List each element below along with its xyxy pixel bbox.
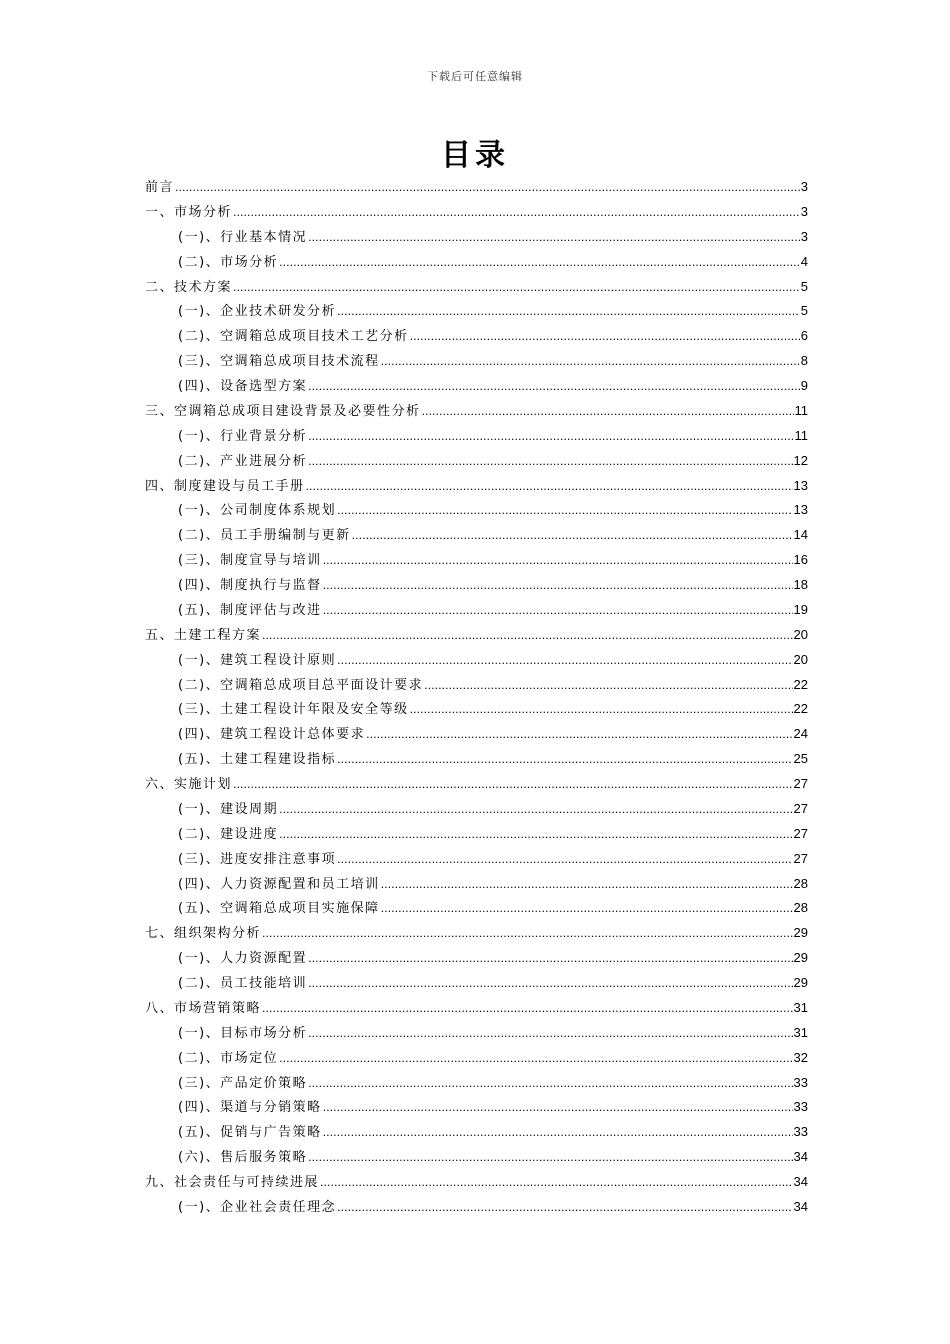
toc-page-number: 9	[800, 378, 808, 393]
toc-entry-label: 六、实施计划	[145, 777, 233, 792]
toc-entry[interactable]	[145, 276, 808, 301]
toc-page-number: 22	[793, 701, 808, 717]
dot-leader	[323, 1101, 793, 1114]
toc-page-number: 12	[793, 452, 808, 468]
toc-entry-label: (三)、进度安排注意事项	[178, 851, 337, 867]
toc-subentry[interactable]	[145, 1146, 808, 1171]
dot-leader	[323, 604, 793, 617]
dot-leader	[308, 1077, 792, 1090]
dot-leader	[233, 778, 793, 791]
dot-leader	[308, 380, 800, 393]
toc-entry[interactable]	[145, 922, 808, 947]
toc-entry[interactable]	[145, 624, 808, 649]
toc-page-number: 33	[793, 1124, 808, 1140]
toc-page-number: 19	[793, 601, 808, 617]
toc-page-number: 27	[793, 776, 808, 791]
toc-entry-label: 七、组织架构分析	[145, 926, 262, 942]
toc-entry-label: (二)、市场分析	[178, 254, 279, 270]
dot-leader	[424, 679, 792, 692]
toc-page-number: 4	[800, 253, 808, 269]
toc-subentry[interactable]	[145, 723, 808, 748]
dot-leader	[323, 554, 793, 567]
dot-leader	[308, 1151, 792, 1164]
toc-entry[interactable]	[145, 176, 808, 201]
toc-page-number: 33	[793, 1099, 808, 1115]
toc-page-number: 3	[800, 179, 808, 194]
toc-subentry[interactable]	[145, 1096, 808, 1121]
toc-subentry[interactable]	[145, 524, 808, 549]
table-of-contents	[145, 176, 808, 1221]
dot-leader	[337, 853, 792, 866]
toc-entry-label: (三)、产品定价策略	[178, 1075, 308, 1091]
toc-entry-label: (二)、员工技能培训	[178, 976, 308, 991]
toc-subentry[interactable]	[145, 300, 808, 325]
dot-leader	[337, 504, 792, 517]
toc-entry-label: (一)、建设周期	[178, 801, 279, 817]
dot-leader	[262, 927, 793, 940]
toc-entry-label: (四)、渠道与分销策略	[178, 1100, 322, 1116]
toc-subentry[interactable]	[145, 226, 808, 251]
toc-page-number: 27	[793, 850, 808, 866]
toc-entry-label: 前言	[145, 180, 175, 195]
dot-leader	[337, 305, 800, 318]
page-title: 目录	[441, 138, 509, 173]
toc-subentry[interactable]	[145, 873, 808, 898]
toc-entry-label: 四、制度建设与员工手册	[145, 478, 305, 494]
toc-page-number: 24	[793, 726, 808, 742]
dot-leader	[410, 703, 793, 716]
dot-leader	[279, 803, 792, 816]
toc-entry-label: 九、社会责任与可持续进展	[145, 1175, 320, 1190]
toc-subentry[interactable]	[145, 947, 808, 972]
dot-leader	[279, 1052, 792, 1065]
toc-page-number: 6	[800, 328, 808, 344]
toc-page-number: 5	[800, 278, 808, 294]
toc-entry-label: 八、市场营销策略	[145, 1000, 262, 1016]
toc-page-number: 31	[793, 1024, 808, 1040]
toc-page-number: 34	[793, 1174, 808, 1189]
dot-leader	[262, 1002, 793, 1015]
toc-subentry[interactable]	[145, 698, 808, 723]
toc-entry-label: (四)、制度执行与监督	[178, 578, 322, 593]
toc-subentry[interactable]	[145, 450, 808, 475]
dot-leader	[306, 480, 793, 493]
toc-entry-label: (二)、市场定位	[178, 1050, 279, 1066]
toc-subentry[interactable]	[145, 425, 808, 450]
toc-page-number: 8	[800, 353, 808, 369]
dot-leader	[381, 902, 793, 915]
toc-subentry[interactable]	[145, 1196, 808, 1221]
toc-page-number: 29	[793, 950, 808, 966]
toc-entry-label: 五、土建工程方案	[145, 627, 262, 643]
dot-leader	[308, 952, 792, 965]
dot-leader	[352, 529, 793, 542]
toc-entry-label: (四)、建筑工程设计总体要求	[178, 727, 366, 743]
toc-subentry[interactable]	[145, 574, 808, 599]
toc-page-number: 32	[793, 1049, 808, 1065]
toc-entry[interactable]	[145, 1171, 808, 1196]
toc-entry-label: (二)、产业进展分析	[178, 453, 308, 469]
dot-leader	[279, 828, 792, 841]
toc-subentry[interactable]	[145, 823, 808, 848]
toc-entry-label: (五)、土建工程建设指标	[178, 752, 337, 768]
toc-subentry[interactable]	[145, 251, 808, 276]
toc-entry-label: (五)、制度评估与改进	[178, 602, 322, 618]
toc-entry-label: (一)、行业背景分析	[178, 428, 308, 444]
toc-page-number: 5	[800, 303, 808, 319]
toc-entry-label: (四)、设备选型方案	[178, 379, 308, 394]
dot-leader	[337, 753, 792, 766]
page-header: 下载后可任意编辑	[427, 70, 523, 83]
toc-entry-label: (二)、空调箱总成项目总平面设计要求	[178, 677, 424, 693]
toc-page-number: 27	[793, 800, 808, 816]
toc-subentry[interactable]	[145, 748, 808, 773]
toc-entry-label: (一)、建筑工程设计原则	[178, 652, 337, 668]
dot-leader	[422, 405, 794, 418]
toc-entry-label: (六)、售后服务策略	[178, 1150, 308, 1166]
toc-page-number: 20	[793, 626, 808, 642]
toc-subentry[interactable]	[145, 1047, 808, 1072]
toc-subentry[interactable]	[145, 549, 808, 574]
toc-entry-label: (三)、制度宣导与培训	[178, 553, 322, 569]
toc-subentry[interactable]	[145, 649, 808, 674]
toc-subentry[interactable]	[145, 1022, 808, 1047]
dot-leader	[366, 728, 792, 741]
toc-page-number: 13	[793, 477, 808, 493]
toc-subentry[interactable]	[145, 674, 808, 699]
toc-page-number: 11	[794, 427, 808, 443]
toc-entry-label: 一、市场分析	[145, 204, 233, 220]
toc-page-number: 16	[793, 552, 808, 568]
toc-subentry[interactable]	[145, 972, 808, 997]
dot-leader	[320, 1176, 793, 1189]
toc-page-number: 31	[793, 999, 808, 1015]
toc-entry-label: (三)、空调箱总成项目技术流程	[178, 354, 380, 370]
toc-entry-label: (一)、企业社会责任理念	[178, 1199, 337, 1215]
toc-page-number: 3	[800, 228, 808, 244]
toc-page-number: 25	[793, 751, 808, 767]
toc-subentry[interactable]	[145, 848, 808, 873]
toc-entry[interactable]	[145, 997, 808, 1022]
dot-leader	[308, 430, 793, 443]
toc-page-number: 3	[800, 203, 808, 219]
toc-page-number: 13	[793, 502, 808, 518]
toc-subentry[interactable]	[145, 325, 808, 350]
dot-leader	[381, 878, 793, 891]
toc-page-number: 34	[793, 1198, 808, 1214]
toc-subentry[interactable]	[145, 350, 808, 375]
toc-entry-label: (一)、人力资源配置	[178, 951, 308, 967]
toc-entry-label: (一)、行业基本情况	[178, 229, 308, 245]
toc-page-number: 18	[793, 577, 808, 592]
toc-entry-label: (一)、目标市场分析	[178, 1025, 308, 1041]
toc-entry[interactable]	[145, 201, 808, 226]
toc-entry-label: 三、空调箱总成项目建设背景及必要性分析	[145, 403, 421, 419]
toc-page-number: 14	[793, 527, 808, 543]
dot-leader	[308, 231, 800, 244]
toc-subentry[interactable]	[145, 798, 808, 823]
toc-subentry[interactable]	[145, 897, 808, 922]
toc-entry-label: (五)、促销与广告策略	[178, 1125, 322, 1141]
toc-entry[interactable]	[145, 400, 808, 425]
toc-subentry[interactable]	[145, 599, 808, 624]
toc-page-number: 20	[793, 651, 808, 667]
toc-entry-label: (二)、空调箱总成项目技术工艺分析	[178, 329, 409, 345]
dot-leader	[279, 256, 800, 269]
toc-subentry[interactable]	[145, 1121, 808, 1146]
toc-entry-label: (二)、员工手册编制与更新	[178, 528, 351, 544]
dot-leader	[337, 1201, 792, 1214]
toc-subentry[interactable]	[145, 499, 808, 524]
toc-page-number: 27	[793, 825, 808, 841]
dot-leader	[175, 181, 800, 194]
toc-entry-label: (二)、建设进度	[178, 826, 279, 842]
toc-entry[interactable]	[145, 475, 808, 500]
dot-leader	[337, 654, 792, 667]
dot-leader	[233, 281, 800, 294]
dot-leader	[308, 455, 792, 468]
toc-page-number: 22	[793, 676, 808, 692]
toc-entry[interactable]	[145, 773, 808, 798]
toc-page-number: 29	[793, 975, 808, 990]
dot-leader	[308, 1027, 792, 1040]
dot-leader	[381, 355, 800, 368]
dot-leader	[233, 206, 800, 219]
dot-leader	[323, 579, 793, 592]
toc-entry-label: (一)、企业技术研发分析	[178, 304, 337, 320]
toc-entry-label: (一)、公司制度体系规划	[178, 503, 337, 519]
toc-page-number: 28	[793, 900, 808, 916]
dot-leader	[323, 1126, 793, 1139]
toc-subentry[interactable]	[145, 375, 808, 400]
dot-leader	[410, 330, 800, 343]
dot-leader	[262, 629, 793, 642]
toc-page-number: 11	[794, 402, 808, 418]
toc-entry-label: 二、技术方案	[145, 279, 233, 295]
toc-subentry[interactable]	[145, 1072, 808, 1097]
toc-page-number: 28	[793, 875, 808, 891]
toc-entry-label: (三)、土建工程设计年限及安全等级	[178, 702, 409, 718]
toc-page-number: 29	[793, 925, 808, 941]
dot-leader	[308, 977, 792, 990]
toc-entry-label: (五)、空调箱总成项目实施保障	[178, 901, 380, 917]
toc-page-number: 34	[793, 1149, 808, 1165]
toc-entry-label: (四)、人力资源配置和员工培训	[178, 876, 380, 892]
toc-page-number: 33	[793, 1074, 808, 1090]
